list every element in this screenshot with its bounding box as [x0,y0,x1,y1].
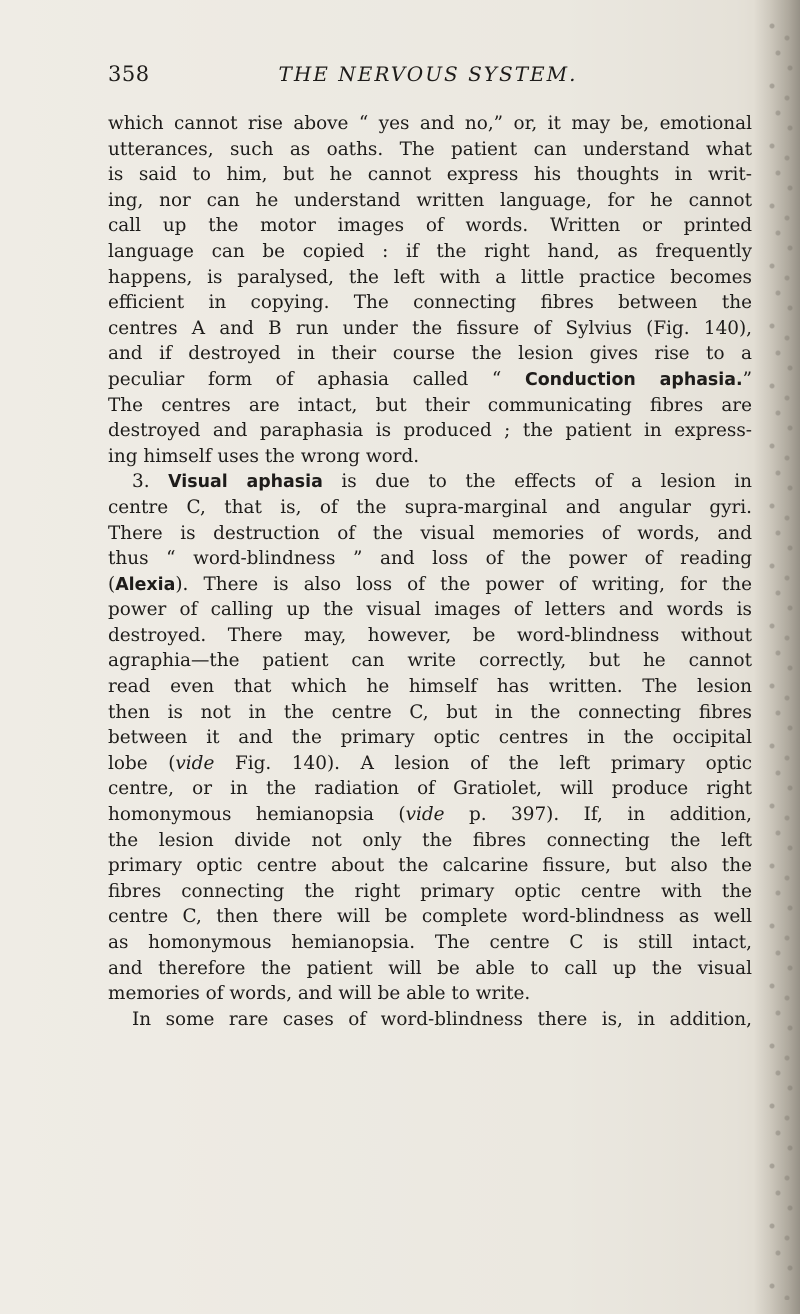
text-line: ing, nor can he understand written language, for he cannot [108,189,752,211]
text-line: which cannot rise above “ yes and no,” or, it may be, emotional [108,113,752,134]
text-line: between it and the primary optic centres in the occipital [108,727,752,749]
text-line: centre C, then there will be complete word-blindness as well [108,906,752,928]
text-line: destroyed and paraphasia is produced ; the patient in express- [108,420,752,442]
text-line: then is not in the centre C, but in the connecting fibres [108,701,752,723]
text-line: lobe (vide Fig. 140). A lesion of the left primary optic [108,752,752,774]
text-line: destroyed. There may, however, be word-blindness without [108,624,752,646]
text-line: centre C, that is, of the supra-marginal and angular gyri. [108,496,752,518]
running-title: THE NERVOUS SYSTEM. [278,62,578,86]
text-line: as homonymous hemianopsia. The centre C is still intact, [108,932,752,953]
bold-term-visual-aphasia: Visual aphasia [168,472,323,493]
text-line: (Alexia). There is also loss of the power of writing, for the [108,573,752,595]
text-line: is said to him, but he cannot express his thoughts in writ- [108,164,752,186]
text-line: primary optic centre about the calcarine fissure, but also the [108,855,752,877]
italic-vide: vide [175,752,215,774]
italic-vide: vide [405,804,445,826]
text-line: centre, or in the radiation of Gratiolet, will produce right [108,778,752,800]
text-line: language can be copied : if the right hand, as frequently [108,240,752,262]
bold-term-conduction-aphasia: Conduction aphasia. [524,369,743,390]
text-line: the lesion divide not only the fibres connecting the left [108,829,752,851]
text-line: fibres connecting the right primary optic centre with the [108,880,752,902]
text-line: and if destroyed in their course the lesion gives rise to a [108,343,752,365]
text-line: agraphia—the patient can write correctly, but he cannot [108,650,752,672]
text-line: happens, is paralysed, the left with a little practice becomes [108,266,752,288]
text-line: There is destruction of the visual memories of words, and [108,522,752,544]
text-line: power of calling up the visual images of letters and words is [108,599,752,621]
text-line: The centres are intact, but their communicating fibres are [108,394,752,416]
page-header [108,62,748,92]
text-line: ing himself uses the wrong word. [108,445,420,467]
text-line: thus “ word-blindness ” and loss of the power of reading [108,548,752,570]
text-line: read even that which he himself has written. The lesion [108,676,752,698]
page-edge-texture [766,20,796,1300]
text-line: 3. Visual aphasia is due to the effects of a lesion in [132,471,752,493]
bold-term-alexia: Alexia [115,574,176,595]
text-line: utterances, such as oaths. The patient can understand what [108,138,752,160]
text-line: memories of words, and will be able to write. [108,983,531,1005]
text-line: In some rare cases of word-blindness there is, in addition, [132,1008,752,1030]
text-line: efficient in copying. The connecting fibres between the [108,292,752,314]
text-line: homonymous hemianopsia (vide p. 397). If, in addition, [108,804,752,826]
text-line: centres A and B run under the fissure of Sylvius (Fig. 140), [108,317,752,339]
text-line: peculiar form of aphasia called “ Conduction aphasia.” [108,368,752,390]
text-line: call up the motor images of words. Written or printed [108,215,752,237]
body-text [108,111,752,1032]
page-number: 358 [108,62,150,86]
text-line: and therefore the patient will be able to call up the visual [108,957,752,979]
